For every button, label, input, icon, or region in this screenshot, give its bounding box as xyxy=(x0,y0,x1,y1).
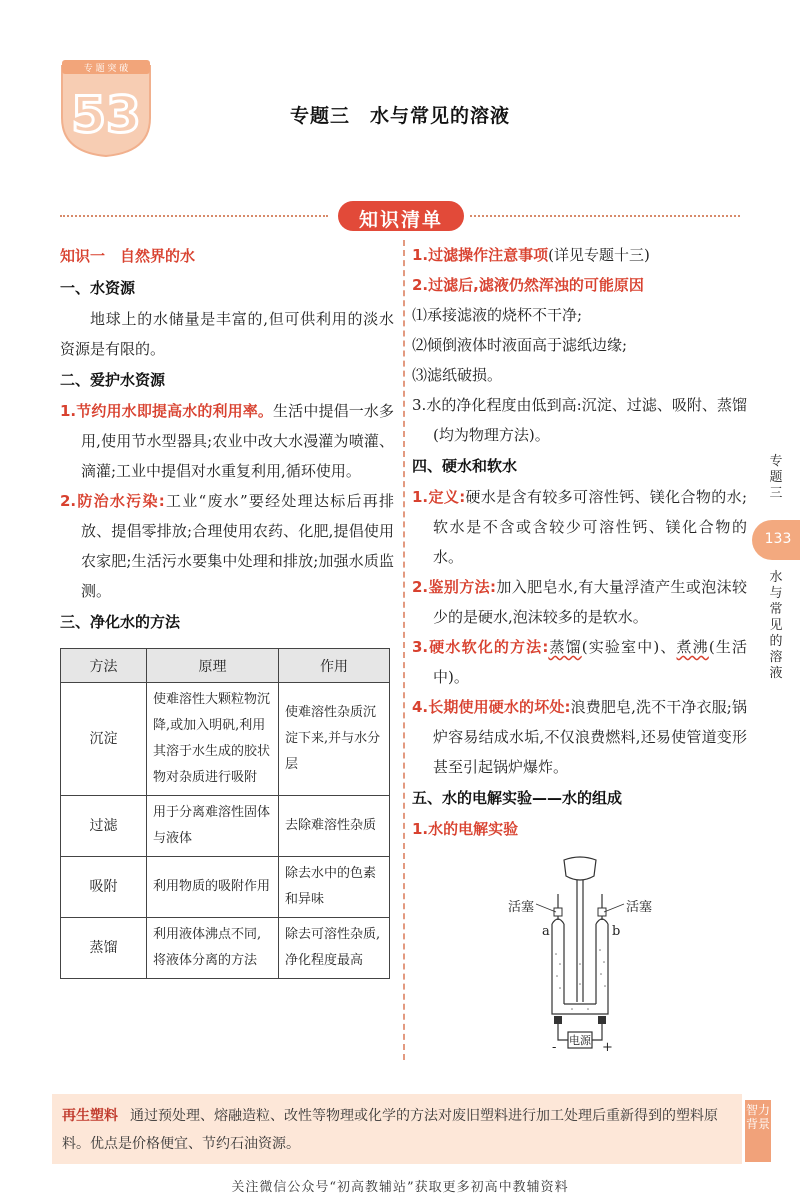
paragraph-water-resources: 地球上的水储量是丰富的,但可供利用的淡水资源是有限的。 xyxy=(60,310,394,358)
heading-water-resources: 一、水资源 xyxy=(60,279,136,297)
point-text: (生活中)。 xyxy=(433,638,747,686)
point-label: 1.节约用水即提高水的利用率。 xyxy=(60,402,274,420)
point-text: 加入肥皂水,有大量浮渣产生或泡沫较少的是硬水,泡沫较多的是软水。 xyxy=(433,578,747,626)
logo-top-text: 专 题 突 破 xyxy=(83,64,129,74)
point-text: 生活中提倡一水多用,使用节水型器具;农业中改大水漫灌为喷灌、滴灌;工业中提倡对水重复利用,循环使用。 xyxy=(81,402,394,480)
power-source-label: 电源 xyxy=(569,1034,591,1047)
banner-badge xyxy=(338,199,464,233)
point-label: 1.定义: xyxy=(412,488,466,506)
section-banner xyxy=(60,199,740,233)
valve-label-right: 活塞 xyxy=(626,900,653,915)
column-header: 方法 xyxy=(61,649,147,683)
side-topic-label: 专题三 xyxy=(769,454,783,501)
list-item: ⑵倾倒液体时液面高于滤纸边缘; xyxy=(412,336,628,354)
table-row xyxy=(61,796,390,857)
method-cell: 过滤 xyxy=(61,796,147,857)
bottom-note: 关注微信公众号“初高教辅站”获取更多初高中教辅资料 xyxy=(231,1180,569,1195)
point-label: 3.硬水软化的方法: xyxy=(412,638,549,656)
point-text: 硬水是含有较多可溶性钙、镁化合物的水;软水是不含或含较少可溶性钙、镁化合物的水。 xyxy=(433,488,747,566)
right-column xyxy=(412,240,747,1054)
valve-label-left: 活塞 xyxy=(508,900,535,915)
point-filter-notes xyxy=(412,240,747,270)
electrolysis-apparatus xyxy=(412,854,747,1054)
side-topic-tab xyxy=(752,448,800,708)
method-cell: 吸附 xyxy=(61,857,147,918)
tube-label-a: a xyxy=(542,924,550,939)
heading-protect-water: 二、爱护水资源 xyxy=(60,371,166,389)
point-softening xyxy=(412,632,747,692)
point-text: 浪费肥皂,洗不干净衣服;锅炉容易结成水垢,不仅浪费燃料,还易使管道变形甚至引起锅炉爆炸。 xyxy=(433,698,747,776)
dotted-divider xyxy=(470,215,740,217)
list-item: ⑴承接滤液的烧杯不干净; xyxy=(412,306,583,324)
table-row xyxy=(61,918,390,979)
effect-cell: 使难溶性杂质沉淀下来,并与水分层 xyxy=(279,683,390,796)
method-distill: 蒸馏 xyxy=(548,638,582,656)
dotted-divider xyxy=(60,215,328,217)
point-identify xyxy=(412,572,747,632)
logo-number: 53 xyxy=(71,86,141,144)
table-row xyxy=(61,857,390,918)
method-cell: 沉淀 xyxy=(61,683,147,796)
principle-cell: 利用液体沸点不同,将液体分离的方法 xyxy=(147,918,279,979)
side-subtitle: 水与常见的溶液 xyxy=(769,570,783,681)
table-row xyxy=(61,683,390,796)
page-title: 专题三 水与常见的溶液 xyxy=(289,105,510,127)
effect-cell: 除去可溶性杂质,净化程度最高 xyxy=(279,918,390,979)
purification-table xyxy=(60,648,390,979)
electrolysis-subtitle: 1.水的电解实验 xyxy=(412,820,519,838)
point-text: (详见专题十三) xyxy=(548,246,650,264)
page-number: 133 xyxy=(764,531,792,547)
electrolysis-diagram xyxy=(412,854,747,1054)
heading-hard-soft-water: 四、硬水和软水 xyxy=(412,457,518,475)
table-header-row xyxy=(61,649,390,683)
point-label: 2.鉴别方法: xyxy=(412,578,496,596)
point-text: 工业“废水”要经处理达标后再排放、提倡零排放;合理使用农药、化肥,提倡使用农家肥;生活污水要集中处理和排放;加强水质监测。 xyxy=(81,492,394,600)
list-item: ⑶滤纸破损。 xyxy=(412,366,503,384)
principle-cell: 使难溶性大颗粒物沉降,或加入明矾,利用其溶于水生成的胶状物对杂质进行吸附 xyxy=(147,683,279,796)
footer-label: 再生塑料 xyxy=(62,1108,118,1124)
minus-label: - xyxy=(552,1040,557,1055)
point-definition xyxy=(412,482,747,572)
heading-purification: 三、净化水的方法 xyxy=(60,613,181,631)
footer-note xyxy=(62,1102,742,1158)
principle-cell: 利用物质的吸附作用 xyxy=(147,857,279,918)
banner-text: 知识清单 xyxy=(358,209,443,231)
footer-text: 通过预处理、熔融造粒、改性等物理或化学的方法对废旧塑料进行加工处理后重新得到的塑料原料。优点是价格便宜、节约石油资源。 xyxy=(62,1108,718,1152)
tube-label-b: b xyxy=(612,924,621,939)
point-turbid-reasons: 2.过滤后,滤液仍然浑浊的可能原因 xyxy=(412,276,644,294)
effect-cell: 去除难溶性杂质 xyxy=(279,796,390,857)
method-cell: 蒸馏 xyxy=(61,918,147,979)
heading-electrolysis: 五、水的电解实验——水的组成 xyxy=(412,789,623,807)
knowledge-title: 知识一 自然界的水 xyxy=(60,247,196,265)
point-label: 1.过滤操作注意事项 xyxy=(412,246,549,264)
column-divider xyxy=(403,240,405,1060)
plus-label: + xyxy=(602,1040,613,1055)
column-header: 作用 xyxy=(279,649,390,683)
method-boil: 煮沸 xyxy=(676,638,709,656)
column-header: 原理 xyxy=(147,649,279,683)
point-text: (实验室中)、 xyxy=(581,638,677,656)
point-save-water xyxy=(60,396,394,486)
principle-cell: 用于分离难溶性固体与液体 xyxy=(147,796,279,857)
left-column xyxy=(60,240,394,979)
point-prevent-pollution xyxy=(60,486,394,606)
point-harm xyxy=(412,692,747,782)
point-purification-order: 3.水的净化程度由低到高:沉淀、过滤、吸附、蒸馏(均为物理方法)。 xyxy=(412,396,747,444)
effect-cell: 除去水中的色素和异味 xyxy=(279,857,390,918)
point-label: 2.防治水污染: xyxy=(60,492,165,510)
point-label: 4.长期使用硬水的坏处: xyxy=(412,698,571,716)
footer-side-tag: 智力背景 xyxy=(745,1100,771,1162)
